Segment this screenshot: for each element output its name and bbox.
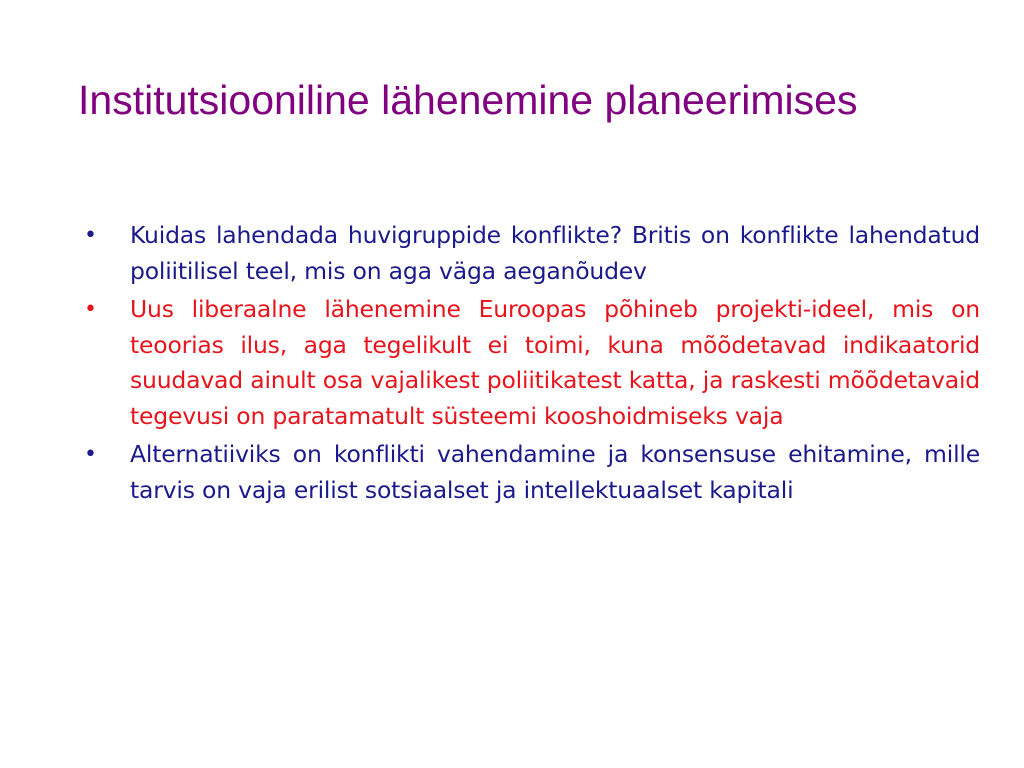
bullet-list (78, 218, 980, 511)
bullet-item-3 (78, 437, 980, 508)
bullet-text-3: Alternatiiviks on konflikti vahendamine ja konsensuse ehitamine, mille tarvis on vaja erilist sotsiaalset ja intellektuaalset kapitali (130, 440, 980, 504)
bullet-text-1: Kuidas lahendada huvigruppide konflikte? Britis on konflikte lahendatud poliitilisel teel, mis on aga väga aeganõudev (130, 221, 980, 285)
bullet-marker: • (84, 223, 97, 248)
bullet-item-1 (78, 218, 980, 289)
bullet-marker: • (84, 442, 97, 467)
bullet-item-2 (78, 292, 980, 434)
slide-title: Institutsiooniline lähenemine planeerimises (78, 77, 858, 123)
bullet-text-2: Uus liberaalne lähenemine Euroopas põhineb projekti-ideel, mis on teoorias ilus, aga tegelikult ei toimi, kuna mõõdetavad indikaatorid suudavad ainult osa vajalikest poliitikatest katta, ja raskesti mõõdetavaid tegevusi on paratamatult süsteemi kooshoidmiseks vaja (130, 295, 980, 430)
bullet-marker: • (84, 297, 97, 322)
